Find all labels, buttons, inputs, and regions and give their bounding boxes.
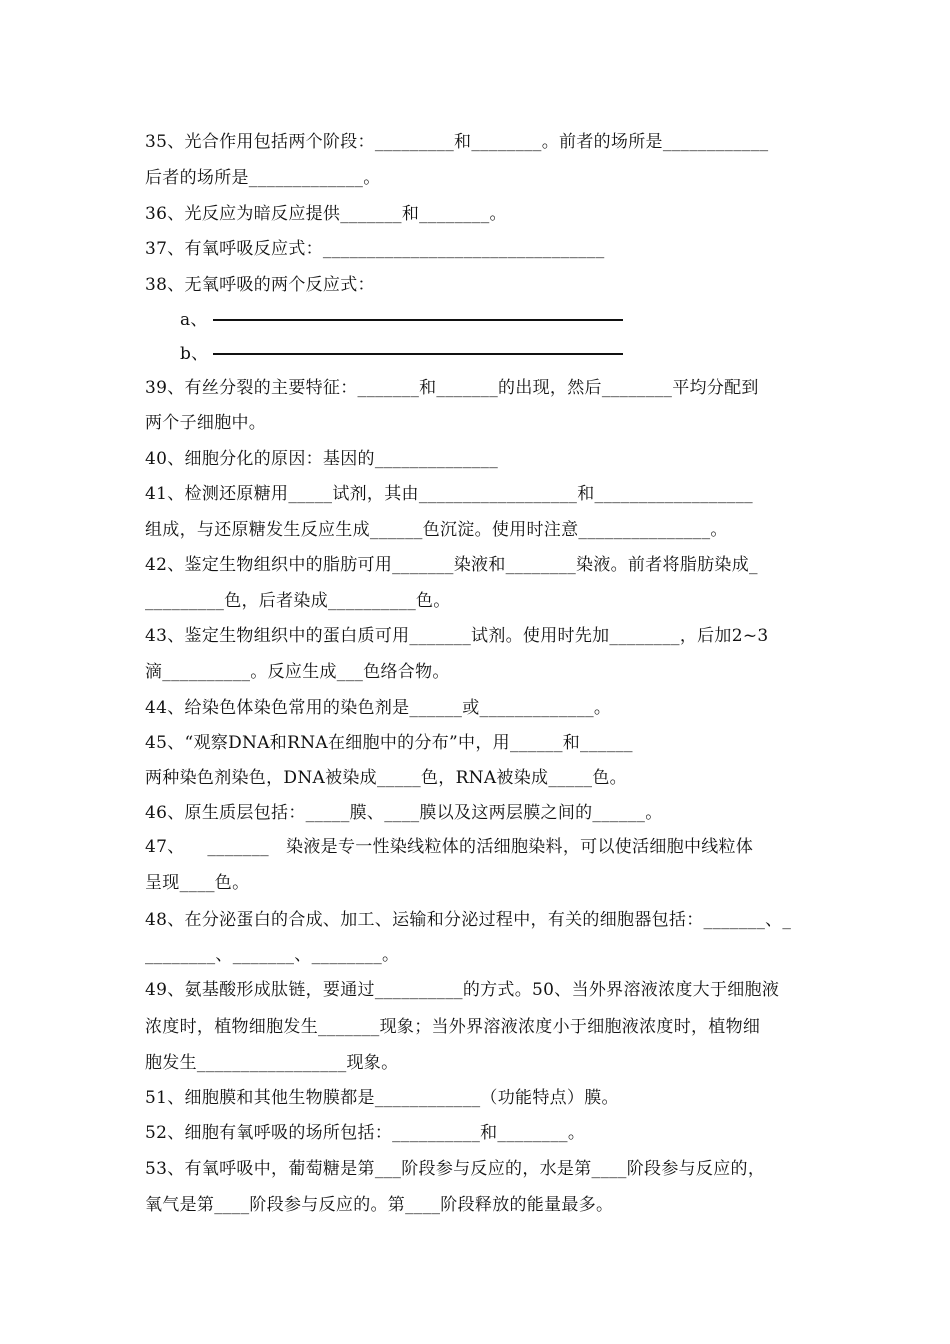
question-50-line-2: 浓度时，植物细胞发生_______现象；当外界溶液浓度小于细胞液浓度时，植物细 — [145, 1017, 761, 1037]
question-38-a-answer-line — [213, 319, 623, 321]
question-41-line-1: 41、检测还原糖用_____试剂，其由__________________和__________________ — [145, 484, 753, 504]
question-53-line-1: 53、有氧呼吸中，葡萄糖是第___阶段参与反应的，水是第____阶段参与反应的， — [145, 1159, 766, 1179]
question-38: 38、无氧呼吸的两个反应式： — [145, 275, 375, 295]
question-47-line-1: 47、 _______ 染液是专一性染线粒体的活细胞染料，可以使活细胞中线粒体 — [145, 837, 754, 857]
question-35-line-2: 后者的场所是_____________。 — [145, 168, 381, 188]
question-38-a-label: a、 — [180, 310, 208, 330]
question-38-b-answer-line — [213, 353, 623, 355]
question-44: 44、给染色体染色常用的染色剂是______或_____________。 — [145, 698, 612, 718]
question-35-line-1: 35、光合作用包括两个阶段：_________和________。前者的场所是____________ — [145, 132, 769, 152]
question-43-line-1: 43、鉴定生物组织中的蛋白质可用_______试剂。使用时先加________，后加2~3 — [145, 626, 769, 646]
question-45-line-1: 45、“观察DNA和RNA在细胞中的分布”中，用______和______ — [145, 733, 633, 753]
question-43-line-2: 滴__________。反应生成___色络合物。 — [145, 662, 450, 682]
question-37: 37、有氧呼吸反应式：________________________________ — [145, 239, 605, 259]
question-39-line-1: 39、有丝分裂的主要特征：_______和_______的出现，然后________平均分配到 — [145, 378, 759, 398]
question-52: 52、细胞有氧呼吸的场所包括：__________和________。 — [145, 1123, 586, 1143]
question-51: 51、细胞膜和其他生物膜都是____________（功能特点）膜。 — [145, 1088, 619, 1108]
question-50-line-3: 胞发生_________________现象。 — [145, 1053, 399, 1073]
question-46: 46、原生质层包括：_____膜、____膜以及这两层膜之间的______。 — [145, 803, 663, 823]
question-49-50-line-1: 49、氨基酸形成肽链，要通过__________的方式。50、当外界溶液浓度大于细胞液 — [145, 980, 780, 1000]
question-42-line-1: 42、鉴定生物组织中的脂肪可用_______染液和________染液。前者将脂肪染成_ — [145, 555, 758, 575]
question-41-line-2: 组成，与还原糖发生反应生成______色沉淀。使用时注意_______________。 — [145, 520, 728, 540]
question-40: 40、细胞分化的原因：基因的______________ — [145, 449, 499, 469]
question-48-line-1: 48、在分泌蛋白的合成、加工、运输和分泌过程中，有关的细胞器包括：_______、_ — [145, 910, 792, 930]
question-47-line-2: 呈现____色。 — [145, 873, 250, 893]
question-53-line-2: 氧气是第____阶段参与反应的。第____阶段释放的能量最多。 — [145, 1195, 614, 1215]
question-48-line-2: ________、_______、________。 — [145, 945, 400, 965]
question-36: 36、光反应为暗反应提供_______和________。 — [145, 204, 507, 224]
question-39-line-2: 两个子细胞中。 — [145, 413, 267, 433]
question-38-b-label: b、 — [180, 344, 209, 364]
question-45-line-2: 两种染色剂染色，DNA被染成_____色，RNA被染成_____色。 — [145, 768, 627, 788]
question-42-line-2: _________色，后者染成__________色。 — [145, 591, 451, 611]
